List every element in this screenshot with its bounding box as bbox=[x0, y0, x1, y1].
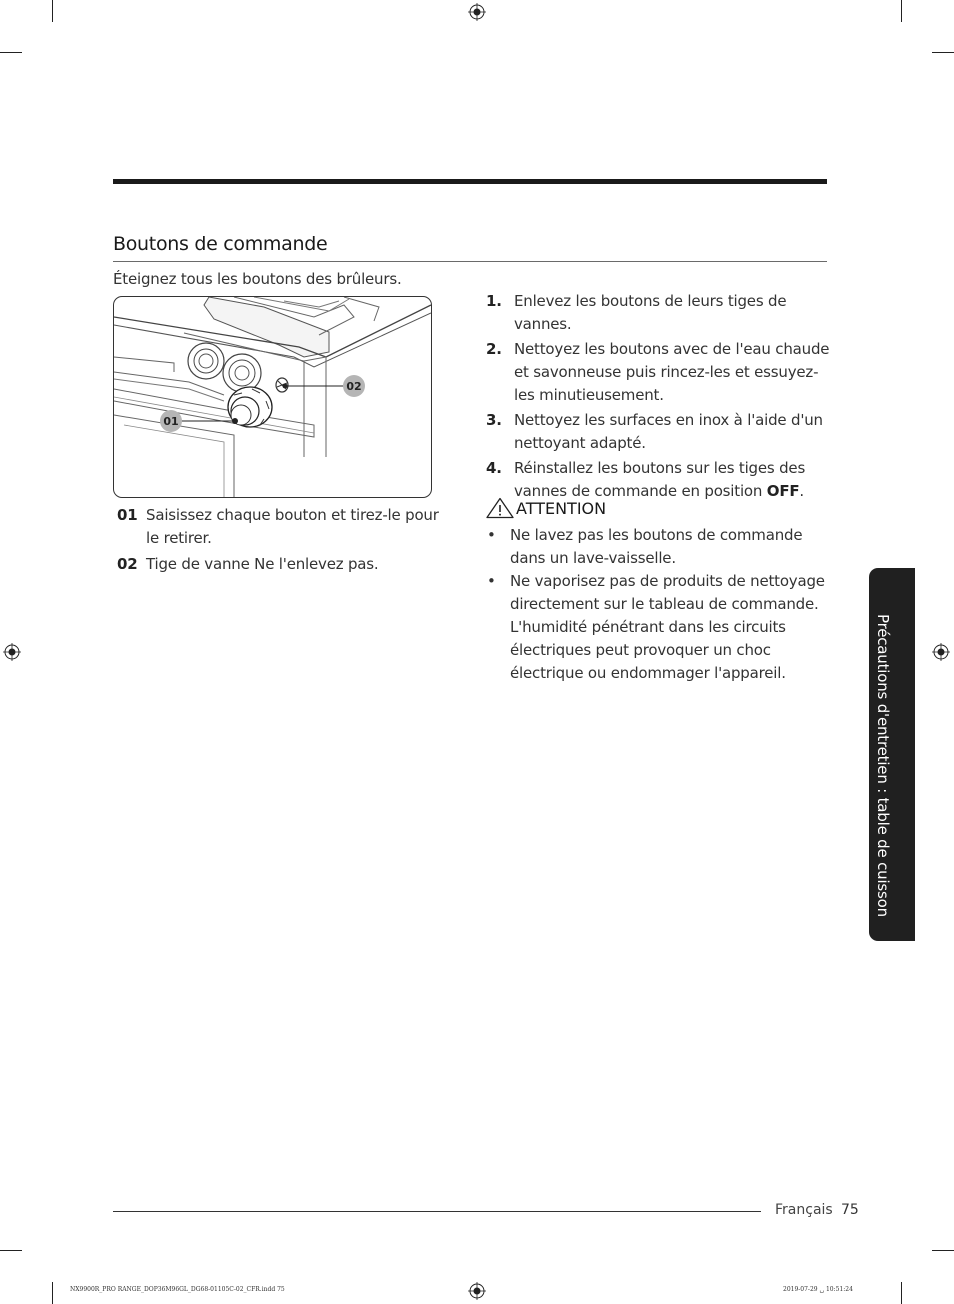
step-number: 3. bbox=[486, 411, 502, 429]
step-text: Nettoyez les boutons avec de l'eau chaude et savonneuse puis rincez-les et essuyez-les minutieusement. bbox=[514, 340, 830, 404]
section-title: Boutons de commande bbox=[113, 233, 827, 262]
crop-mark bbox=[52, 1282, 53, 1304]
warning-triangle-icon bbox=[486, 497, 516, 519]
bullet-dot: • bbox=[487, 572, 496, 590]
crop-mark bbox=[932, 52, 954, 53]
legend-text: Tige de vanne Ne l'enlevez pas. bbox=[146, 555, 379, 573]
steps-list bbox=[486, 290, 831, 505]
print-file-info: NX9900R_PRO RANGE_DOP36M96GL_DG68-01105C-02_CFR.indd 75 bbox=[70, 1286, 285, 1293]
registration-mark-icon bbox=[3, 643, 21, 661]
crop-mark bbox=[901, 0, 902, 22]
step-text: Enlevez les boutons de leurs tiges de vannes. bbox=[514, 292, 787, 333]
crop-mark bbox=[0, 52, 22, 53]
attention-title: ATTENTION bbox=[516, 498, 607, 518]
crop-mark bbox=[932, 1250, 954, 1251]
footer-rule bbox=[113, 1211, 761, 1212]
print-timestamp: 2019-07-29 ␣ 10:51:24 bbox=[783, 1286, 853, 1293]
bullet-dot: • bbox=[487, 526, 496, 544]
crop-mark bbox=[0, 1250, 22, 1251]
step-text: Nettoyez les surfaces en inox à l'aide d'un nettoyant adapté. bbox=[514, 411, 823, 452]
attention-text: Ne lavez pas les boutons de commande dans un lave-vaisselle. bbox=[510, 526, 803, 567]
step-number: 4. bbox=[486, 459, 502, 477]
step-item bbox=[486, 338, 831, 407]
crop-mark bbox=[901, 1282, 902, 1304]
attention-list bbox=[486, 524, 831, 685]
attention-item bbox=[486, 570, 831, 685]
step-item bbox=[486, 409, 831, 455]
callout-01-label: 01 bbox=[163, 415, 179, 428]
step-number: 2. bbox=[486, 340, 502, 358]
registration-mark-icon bbox=[468, 1282, 486, 1300]
attention-heading bbox=[486, 497, 606, 519]
figure-legend bbox=[117, 504, 442, 579]
control-knob-illustration bbox=[113, 296, 432, 498]
registration-mark-icon bbox=[468, 3, 486, 21]
attention-text: Ne vaporisez pas de produits de nettoyage directement sur le tableau de commande. L'humidité pénétrant dans les circuits électriques peut provoquer un choc électrique ou endommager l'appareil. bbox=[510, 572, 825, 682]
page-number: 75 bbox=[841, 1202, 859, 1218]
chapter-side-tab bbox=[869, 568, 915, 941]
callout-02-label: 02 bbox=[346, 380, 362, 393]
registration-mark-icon bbox=[932, 643, 950, 661]
step-text-part: . bbox=[799, 482, 804, 500]
chapter-tab-label: Précautions d'entretien : table de cuisson bbox=[874, 614, 892, 917]
legend-number: 02 bbox=[117, 555, 138, 573]
range-drawing bbox=[114, 297, 431, 497]
off-position-label: OFF bbox=[766, 482, 800, 500]
legend-item bbox=[117, 553, 442, 576]
legend-text: Saisissez chaque bouton et tirez-le pour le retirer. bbox=[146, 506, 439, 547]
attention-item bbox=[486, 524, 831, 570]
intro-text: Éteignez tous les boutons des brûleurs. bbox=[113, 270, 402, 288]
crop-mark bbox=[52, 0, 53, 22]
legend-item bbox=[117, 504, 442, 550]
step-number: 1. bbox=[486, 292, 502, 310]
step-item bbox=[486, 290, 831, 336]
header-rule bbox=[113, 179, 827, 184]
legend-number: 01 bbox=[117, 506, 138, 524]
step-text-part: Réinstallez les boutons sur les tiges des vannes de commande en position bbox=[514, 459, 806, 500]
footer-language: Français bbox=[775, 1202, 833, 1218]
